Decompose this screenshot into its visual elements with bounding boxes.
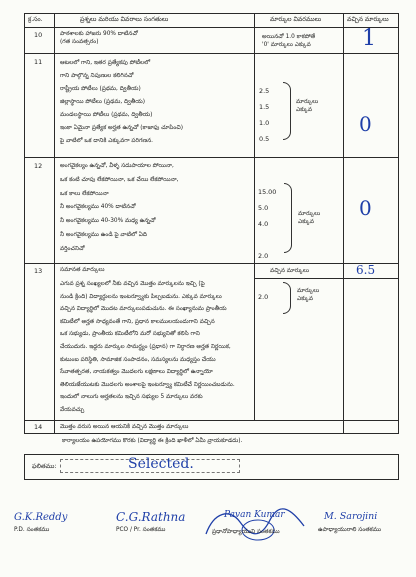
office-use-note: కార్యాలయం ఉపయోగము కొరకు (విద్యార్థి ఈ క్రింది ఖాళీలో ఏమీ వ్రాయకూడదు).: [62, 438, 243, 444]
pco-signature: C.G.Rathna: [116, 510, 186, 524]
row-12-brace: [284, 183, 292, 253]
header-sno: క్ర.సం.: [28, 16, 43, 23]
row-13-awarded-label: వచ్చిన మార్కులు: [270, 268, 309, 274]
result-label: ఫలితము:: [32, 463, 57, 470]
row-12-text: అంగవైకల్యం ఉన్నచో, వీళ్ళ సదుపాయాల పోయినా, ఒక కంటి చూపు లేకపోయినా, ఒక చేయి లేకపోయినా, ఒక కాలు లేకపోయినా నీ అంగవైకల్యము 40% దాటినచో నీ అంగవైకల్యము 40-30% మధ్య ఉన్నచో నీ అంగవైకల్యము ఉండి పై వాటిలో ఏది వర్తించనిచో: [60, 163, 179, 252]
teacher-role: ఉపాధ్యాయురాలి సంతకము: [318, 527, 381, 533]
row-13-text: ఎగువ ప్రశ్న సంఖ్యలలో నీకు వచ్చిన మొత్తం మార్కులను ఇచ్చి (పై నుండి క్రింది) విద్యార్థులను ఇంటర్వ్యూకు పిల్చబడును. ఎక్కువ మార్కులు వచ్చిన విద్యార్థిలో మొదట మార్కులుపడుచును. ఈ సంఖ్యానుమ ప్రాంతీయ కమిటీలో అర్హత సాధ్యవంతే గాని, ప్రధాన కాలములయందుగాని వచ్చిన ఒక సభ్యుడు, ప్రాంతీయ కమిటీలోని మరో సభ్యునితో కలిసి గాని చేయుదురు. ఇద్దరు మార్కుల సామర్థ్యం (ప్రధాన) గా నిర్ధారణ అర్హత నిర్ణయిక, కుటుంబ పరిస్థితి, సామాజిక సంపాదనం, సమస్యలను మధ్యస్తం చేయు సేవాతత్పరత, నాయకత్వం మొదలగు లక్షణాలు విద్యార్థిలో ఉన్నాయో తెలియజేయుటకు మొదలగు అంశాలపై ఇంటర్వ్యూ కమిటీచే నిర్ణయించబడును. ఇందులో నాలుగు అర్హతలను ఇచ్చిన సభ్యుల 5 మార్కులు వరకు వేయవచ్చు: [60, 281, 235, 413]
pco-role: PCO / Pr. సంతకము: [116, 527, 166, 533]
row-13-marks-label: మార్కులు ఎక్కువ: [297, 288, 320, 303]
row-11-awarded: 0: [359, 112, 372, 136]
row-13-awarded: 6.5: [356, 263, 376, 277]
row-10-awarded: 1: [362, 26, 376, 51]
teacher-signature: M. Sarojini: [324, 511, 378, 522]
header-awarded: వచ్చిన మార్కులు: [347, 16, 389, 23]
pd-signature: G.K.Reddy: [14, 512, 68, 523]
row-11-brace: [283, 82, 291, 140]
row-12-awarded: 0: [359, 196, 372, 220]
row-12-marks-label: మార్కులు ఎక్కువ: [298, 211, 321, 226]
row-11-values: 2.5 1.5 1.0 0.5: [259, 87, 270, 143]
row-10-marks: అయినచో 1.0 కాకపోతే '0' మార్కులు ఎక్కువ: [262, 34, 316, 49]
header-marks-details: మార్కుల వివరములు: [270, 16, 322, 23]
row-13-number: 13: [34, 267, 43, 275]
headmaster-role: ప్రధానోపాధ్యాయుని సంతకము: [212, 529, 280, 535]
row-14-text: మొత్తం వరుస అయిన ఆయనికి వచ్చిన మొత్తం మార్కులు: [60, 424, 189, 430]
row-13-brace: [283, 282, 291, 314]
row-12-number: 12: [34, 162, 43, 170]
headmaster-signature: Pavan Kumar: [224, 510, 285, 520]
row-10-number: 10: [34, 31, 43, 39]
result-value: Selected.: [128, 456, 194, 472]
row-13-value: 2.0: [258, 293, 269, 301]
pd-role: P.D. సంతకము: [14, 527, 50, 533]
row-14-number: 14: [34, 423, 43, 431]
header-items: ప్రశ్నలు మరియు వివరాలు సంగతులు: [80, 16, 169, 23]
row-11-number: 11: [34, 58, 43, 66]
row-12-values: 15.00 5.0 4.0 2.0: [258, 188, 277, 260]
row-11-marks-label: మార్కులు ఎక్కువ: [296, 99, 319, 114]
row-10-text: పాఠశాలకు హాజరు 90% దాటినచో (గత సంవత్సరం): [60, 31, 138, 46]
row-11-text: ఆటలలో గాని, ఇతర ప్రత్యేకపు పోటీలలో గాని పాల్గొన్న నిపుణుల కలిగినచో రాష్ట్రీయ పోటీలు (ప్రథమ, ద్వితీయ) జిల్లాస్థాయి పోటీలు (ప్రథమ, ద్వితీయ) మండలస్థాయి పోటీలు (ప్రథమ, ద్వితీయ) ఇంకా ఏమైనా ప్రత్యేక అర్హత ఉన్నచో (కాజాఫు చూపించి) పై వాటిలో ఒక దానికి ఎక్కువగా పరిగణన.: [60, 60, 183, 144]
row-13-heading: సమానత మార్కులు: [60, 267, 105, 273]
